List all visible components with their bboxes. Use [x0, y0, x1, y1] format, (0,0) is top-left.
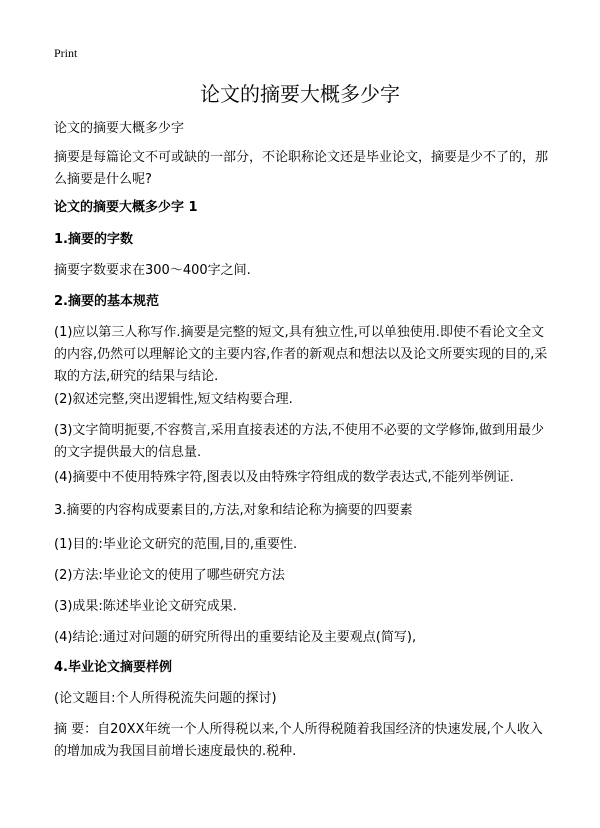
section-4-abstract: 摘 要：自20XX年统一个人所得税以来,个人所得税随着我国经济的快速发展,个人收入的增加成为我国目前增长速度最快的.税种.: [54, 722, 543, 759]
document-title: 论文的摘要大概多少字: [200, 82, 400, 106]
section-1-text: 摘要字数要求在300～400字之间.: [54, 263, 251, 278]
section-2-item-1: (1)应以第三人称写作.摘要是完整的短文,具有独立性,可以单独使用.即使不看论文全文的内容,仍然可以理解论文的主要内容,作者的新观点和想法以及论文所要实现的目的,采取的方法,研究的结果与结论.: [54, 325, 548, 384]
section-4-topic: (论文题目:个人所得税流失问题的探讨): [54, 691, 277, 706]
document-subtitle: 论文的摘要大概多少字: [54, 121, 185, 136]
section-main-heading: 论文的摘要大概多少字 1: [54, 200, 198, 215]
section-2-item-2: (2)叙述完整,突出逻辑性,短文结构要合理.: [54, 392, 293, 407]
section-3-item-4: (4)结论:通过对问题的研究所得出的重要结论及主要观点(简写),: [54, 630, 417, 645]
section-2-item-4: (4)摘要中不使用特殊字符,图表以及由特殊字符组成的数学表达式,不能列举例证.: [54, 470, 514, 485]
section-3-item-2: (2)方法:毕业论文的使用了哪些研究方法: [54, 568, 285, 583]
section-4-heading: 4.毕业论文摘要样例: [54, 660, 172, 675]
section-3-item-3: (3)成果:陈述毕业论文研究成果.: [54, 599, 237, 614]
section-1-heading: 1.摘要的字数: [54, 232, 133, 247]
section-2-item-3: (3)文字简明扼要,不容赘言,采用直接表述的方法,不使用不必要的文学修饰,做到用最少的文字提供最大的信息量.: [54, 423, 544, 460]
print-link[interactable]: Print: [54, 46, 78, 60]
intro-paragraph: 摘要是每篇论文不可或缺的一部分，不论职称论文还是毕业论文，摘要是少不了的，那么摘要是什么呢?: [54, 150, 549, 187]
section-3-item-1: (1)目的:毕业论文研究的范围,目的,重要性.: [54, 537, 298, 552]
section-3-heading: 3.摘要的内容构成要素目的,方法,对象和结论称为摘要的四要素: [54, 503, 413, 518]
section-2-heading: 2.摘要的基本规范: [54, 294, 159, 309]
